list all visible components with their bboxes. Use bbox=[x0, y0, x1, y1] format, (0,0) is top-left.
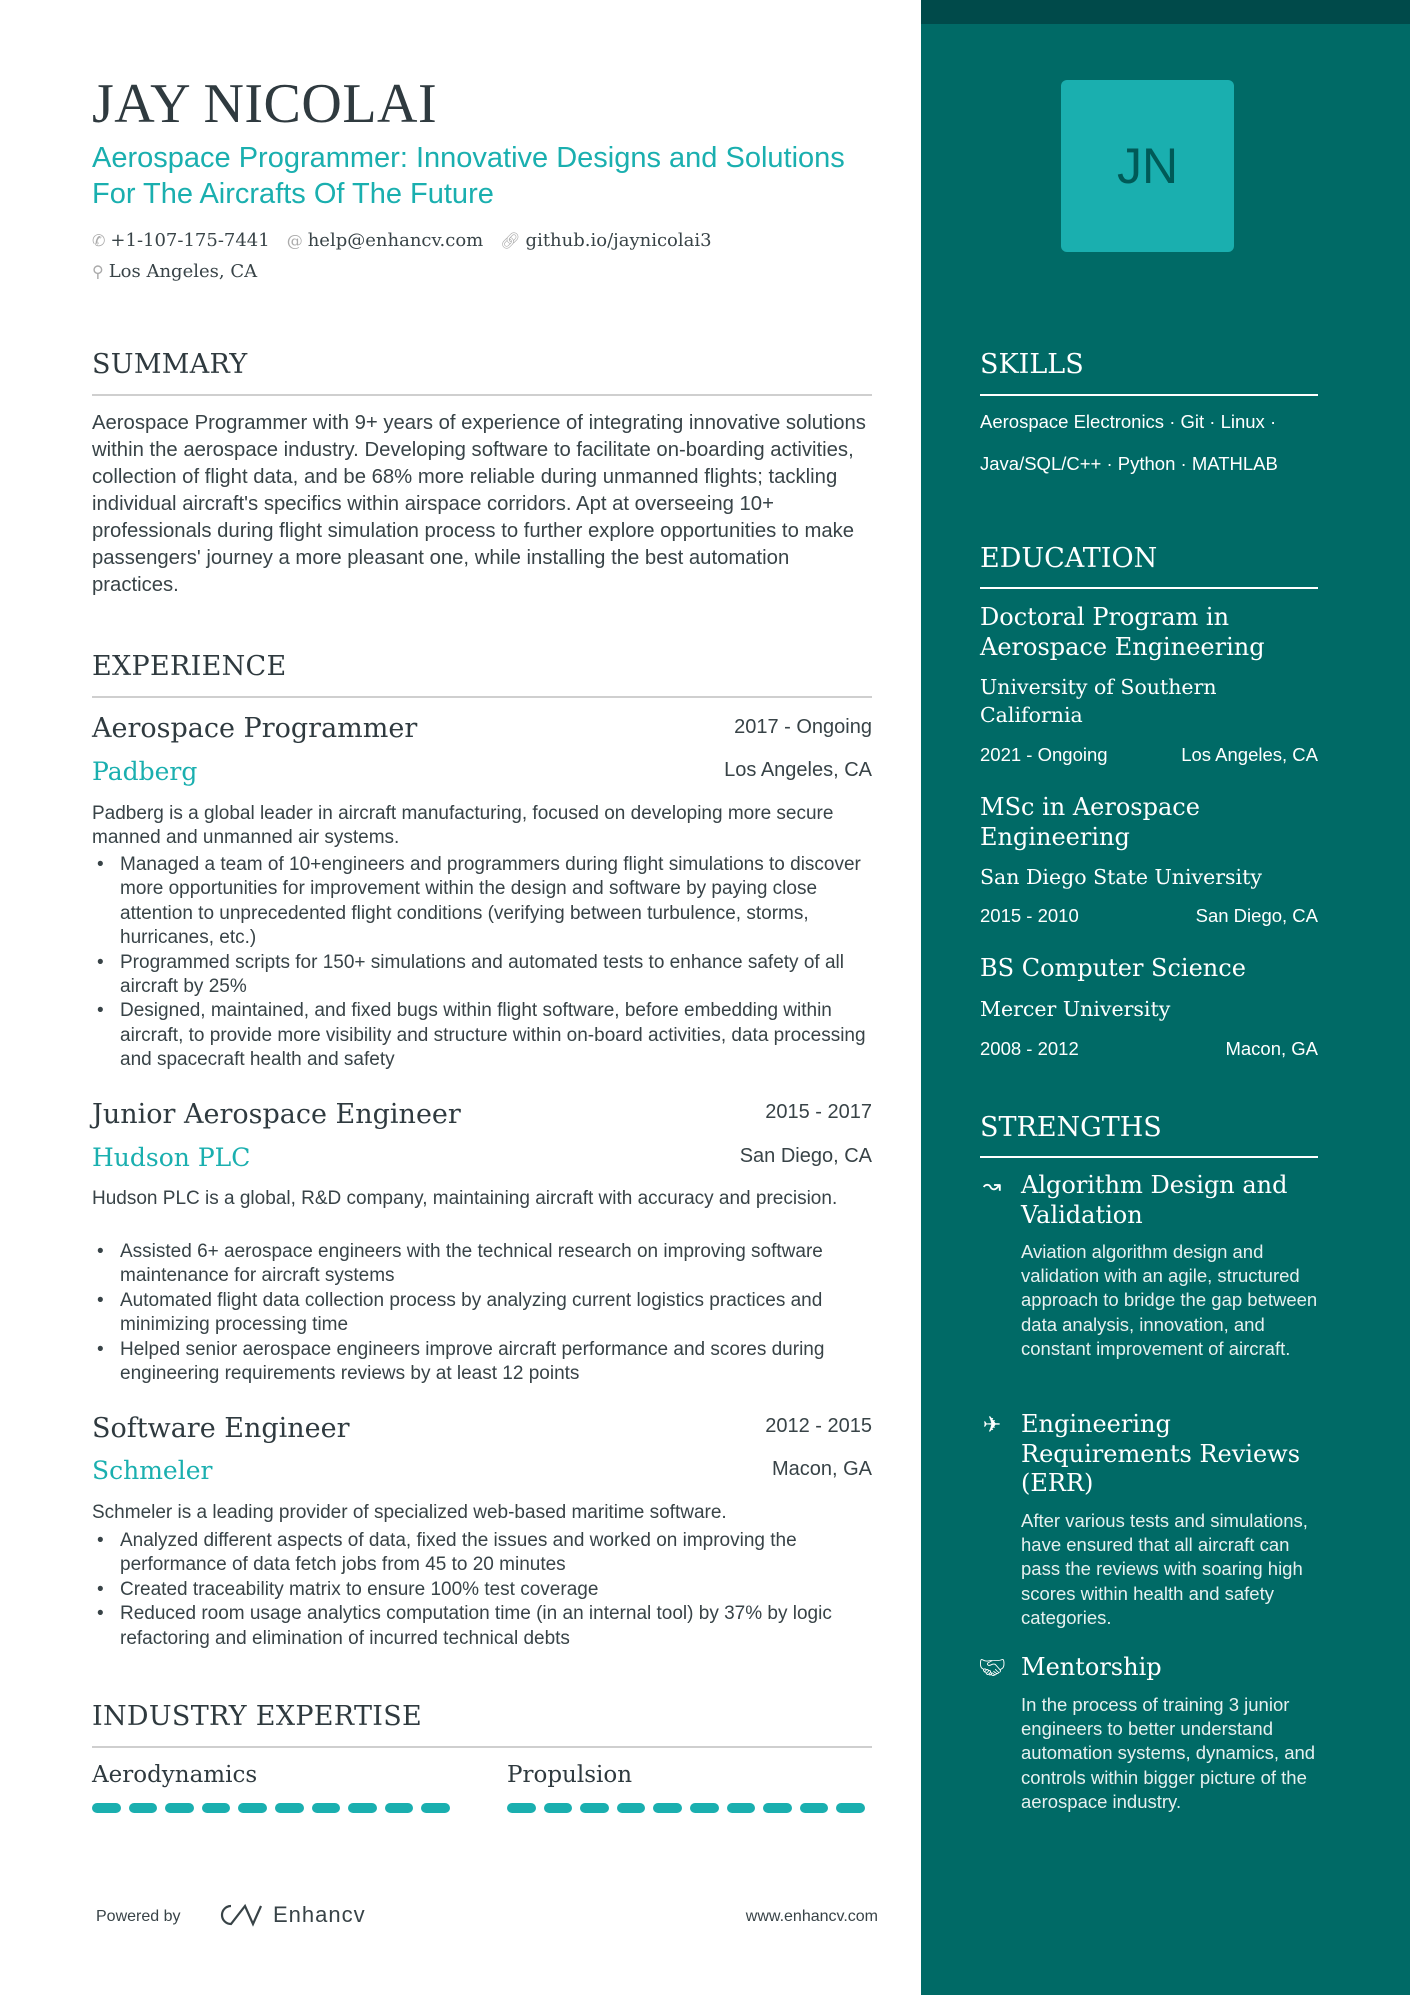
website[interactable]: github.io/jaynicolai3 bbox=[525, 229, 712, 251]
edu-location: San Diego, CA bbox=[1195, 905, 1318, 926]
location: Los Angeles, CA bbox=[108, 260, 258, 282]
job-dates: 2012 - 2015 bbox=[765, 1415, 872, 1437]
level-segment bbox=[727, 1803, 756, 1813]
candidate-name: JAY NICOLAI bbox=[92, 73, 438, 135]
job-location: Macon, GA bbox=[771, 1458, 872, 1480]
experience-heading: EXPERIENCE bbox=[92, 651, 287, 682]
list-item: • Assisted 6+ aerospace engineers with the technical research on improving software maintenance for aircraft systems bbox=[92, 1240, 882, 1289]
divider bbox=[980, 587, 1318, 589]
strength-text: In the process of training 3 junior engineers to better understand automation systems, dynamics, and controls within bigger picture of the aerospace industry. bbox=[1021, 1694, 1316, 1812]
level-segment bbox=[690, 1803, 719, 1813]
location-row bbox=[92, 258, 257, 284]
location-pin-icon: ⚲ bbox=[92, 261, 104, 281]
job-description: Padberg is a global leader in aircraft manufacturing, focused on developing more secure manned and unmanned air systems. bbox=[92, 803, 834, 849]
at-icon: @ bbox=[286, 230, 303, 250]
list-item: • Analyzed different aspects of data, fixed the issues and worked on improving the performance of data fetch jobs from 45 to 20 minutes bbox=[92, 1529, 882, 1578]
degree: Doctoral Program in Aerospace Engineering bbox=[980, 603, 1265, 661]
job-bullets bbox=[92, 853, 882, 1073]
expertise-heading: INDUSTRY EXPERTISE bbox=[92, 1701, 423, 1732]
plane-icon: ✈ bbox=[982, 1412, 1002, 1437]
expertise-bar bbox=[507, 1803, 865, 1813]
divider bbox=[980, 1156, 1318, 1158]
strengths-heading: STRENGTHS bbox=[980, 1112, 1162, 1143]
candidate-title: Aerospace Programmer: Innovative Designs and Solutions For The Aircrafts Of The Future bbox=[92, 142, 845, 210]
level-segment bbox=[129, 1803, 158, 1813]
level-segment bbox=[836, 1803, 865, 1813]
list-item: • Created traceability matrix to ensure 100% test coverage bbox=[92, 1578, 882, 1602]
job-title: Software Engineer bbox=[92, 1413, 350, 1444]
skills-line: Java/SQL/C++ · Python · MATHLAB bbox=[980, 453, 1278, 474]
list-item: • Programmed scripts for 150+ simulations and automated tests to enhance safety of all aircraft by 25% bbox=[92, 951, 882, 1000]
level-segment bbox=[617, 1803, 646, 1813]
job-description: Schmeler is a leading provider of specialized web-based maritime software. bbox=[92, 1502, 727, 1523]
job-company: Hudson PLC bbox=[92, 1143, 251, 1172]
email[interactable]: help@enhancv.com bbox=[307, 229, 484, 251]
job-location: Los Angeles, CA bbox=[724, 759, 872, 781]
edu-dates: 2021 - Ongoing bbox=[980, 744, 1108, 765]
degree: MSc in Aerospace Engineering bbox=[980, 793, 1200, 851]
enhancv-logo[interactable] bbox=[215, 1902, 366, 1928]
list-item: • Designed, maintained, and fixed bugs within flight software, before embedding within aircraft, to provide more visibility and structure within on-board activities, data processing and spacecraft health and safety bbox=[92, 999, 882, 1072]
footer-url[interactable]: www.enhancv.com bbox=[745, 1908, 878, 1925]
phone-icon: ✆ bbox=[92, 230, 106, 250]
divider bbox=[980, 394, 1318, 396]
level-segment bbox=[348, 1803, 377, 1813]
expertise-bar bbox=[92, 1803, 450, 1813]
brand-name: Enhancv bbox=[273, 1902, 366, 1927]
strength-title: Mentorship bbox=[1021, 1653, 1162, 1681]
list-item: • Helped senior aerospace engineers improve aircraft performance and scores during engineering requirements reviews by at least 12 points bbox=[92, 1338, 882, 1387]
job-dates: 2015 - 2017 bbox=[765, 1101, 872, 1123]
level-segment bbox=[544, 1803, 573, 1813]
link-icon: 🔗︎ bbox=[500, 230, 521, 250]
job-location: San Diego, CA bbox=[739, 1145, 872, 1167]
summary-heading: SUMMARY bbox=[92, 349, 248, 380]
education-heading: EDUCATION bbox=[980, 543, 1158, 574]
school: University of Southern California bbox=[980, 675, 1217, 727]
school: Mercer University bbox=[980, 997, 1171, 1021]
list-item: • Reduced room usage analytics computation time (in an internal tool) by 37% by logic refactoring and elimination of incurred technical debts bbox=[92, 1602, 882, 1651]
route-icon: ↝ bbox=[982, 1173, 1002, 1198]
summary-text: Aerospace Programmer with 9+ years of experience of integrating innovative solutions within the aerospace industry. Developing software to facilitate on-boarding activities, collection of flight data, and be 68% more reliable during unmanned flights; tackling individual aircraft's specifics within airspace corridors. Apt at overseeing 10+ professionals during flight simulation process to further explore opportunities to make passengers' journey a more pleasant one, while installing the best automation practices. bbox=[92, 412, 866, 596]
contact-row bbox=[92, 227, 712, 253]
divider bbox=[92, 394, 872, 396]
job-bullets bbox=[92, 1240, 882, 1386]
level-segment bbox=[580, 1803, 609, 1813]
powered-by: Powered by bbox=[96, 1908, 181, 1925]
strength-text: Aviation algorithm design and validation with an agile, structured approach to bridge the gap between data analysis, innovation, and constant improvement of aircraft. bbox=[1021, 1241, 1318, 1359]
education-meta bbox=[980, 903, 1318, 929]
job-bullets bbox=[92, 1529, 882, 1651]
edu-dates: 2008 - 2012 bbox=[980, 1038, 1079, 1059]
job-dates: 2017 - Ongoing bbox=[734, 716, 872, 738]
sidebar-top-band bbox=[921, 0, 1410, 24]
job-description: Hudson PLC is a global, R&D company, maintaining aircraft with accuracy and precision. bbox=[92, 1188, 838, 1209]
level-segment bbox=[507, 1803, 536, 1813]
level-segment bbox=[312, 1803, 341, 1813]
education-meta bbox=[980, 742, 1318, 768]
level-segment bbox=[421, 1803, 450, 1813]
level-segment bbox=[275, 1803, 304, 1813]
expertise-label: Propulsion bbox=[507, 1762, 633, 1788]
list-item: • Automated flight data collection process by analyzing current logistics practices and minimizing processing time bbox=[92, 1289, 882, 1338]
edu-dates: 2015 - 2010 bbox=[980, 905, 1079, 926]
strength-title: Algorithm Design and Validation bbox=[1021, 1171, 1288, 1229]
level-segment bbox=[653, 1803, 682, 1813]
school: San Diego State University bbox=[980, 865, 1262, 889]
phone[interactable]: +1-107-175-7441 bbox=[110, 229, 270, 251]
expertise-label: Aerodynamics bbox=[92, 1762, 258, 1788]
level-segment bbox=[92, 1803, 121, 1813]
list-item: • Managed a team of 10+engineers and programmers during flight simulations to discover more opportunities for improvement within the design and software by paying close attention to unprecedented flight conditions (verifying between turbulence, storms, hurricanes, etc.) bbox=[92, 853, 882, 951]
strength-title: Engineering Requirements Reviews (ERR) bbox=[1021, 1410, 1301, 1497]
level-segment bbox=[385, 1803, 414, 1813]
level-segment bbox=[202, 1803, 231, 1813]
strength-text: After various tests and simulations, have ensured that all aircraft can pass the reviews with soaring high scores within health and safety categories. bbox=[1021, 1510, 1308, 1628]
degree: BS Computer Science bbox=[980, 954, 1246, 982]
education-meta bbox=[980, 1036, 1318, 1062]
job-title: Junior Aerospace Engineer bbox=[92, 1099, 461, 1130]
level-segment bbox=[800, 1803, 829, 1813]
enhancv-logo-icon bbox=[215, 1902, 263, 1928]
divider bbox=[92, 696, 872, 698]
edu-location: Macon, GA bbox=[1225, 1038, 1318, 1059]
level-segment bbox=[165, 1803, 194, 1813]
divider bbox=[92, 1746, 872, 1748]
job-company: Padberg bbox=[92, 757, 198, 786]
skills-line: Aerospace Electronics · Git · Linux · bbox=[980, 411, 1277, 432]
job-company: Schmeler bbox=[92, 1456, 213, 1485]
edu-location: Los Angeles, CA bbox=[1181, 744, 1318, 765]
job-title: Aerospace Programmer bbox=[92, 713, 418, 744]
level-segment bbox=[763, 1803, 792, 1813]
skills-heading: SKILLS bbox=[980, 349, 1084, 380]
avatar: JN bbox=[1061, 80, 1234, 252]
handshake-icon: 🤝︎ bbox=[978, 1655, 1006, 1680]
level-segment bbox=[238, 1803, 267, 1813]
